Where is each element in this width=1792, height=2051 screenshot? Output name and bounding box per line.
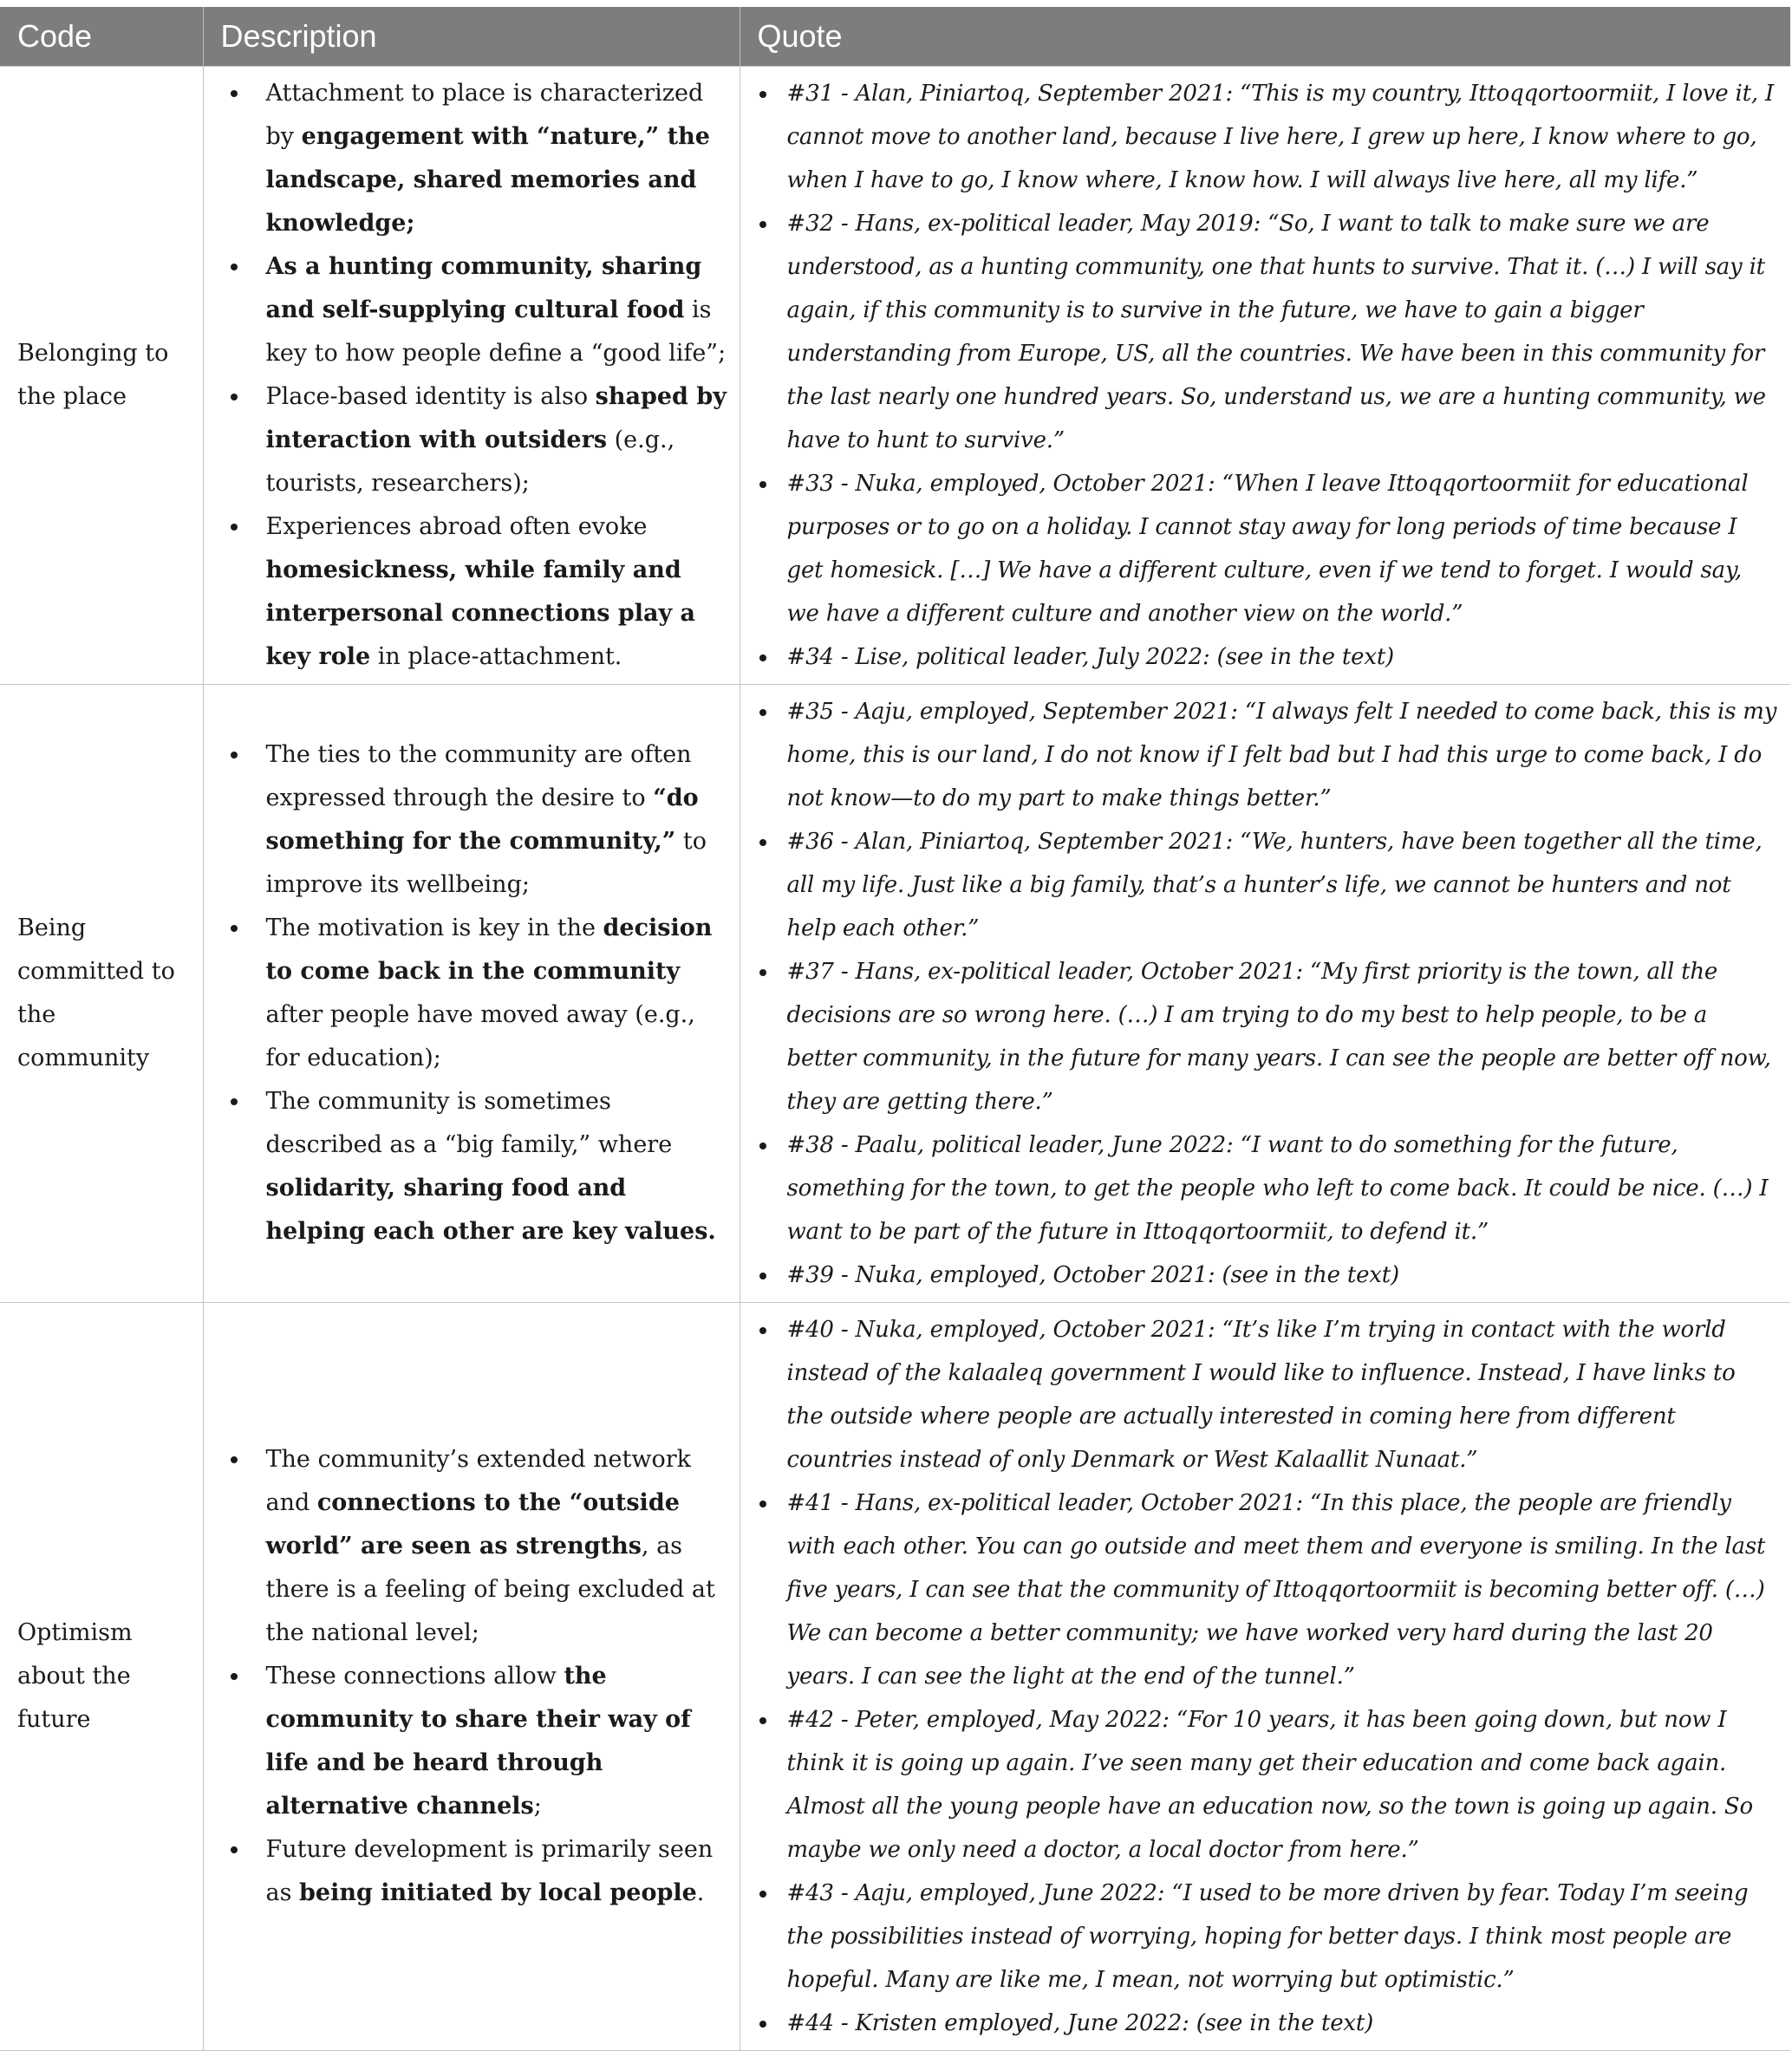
description-item [251,72,731,245]
themes-table [0,7,1790,2051]
bold-text: connections to the “outside world” are seen as strengths [265,1489,680,1559]
code-cell: Optimism about the future [0,1303,203,2051]
description-cell [203,1303,740,2051]
quote-item: • #36 - Alan, Piniartoq, September 2021: “We, hunters, have been together all the time, all my life. Just like a big family, that’s a hunter’s life, we cannot be hunters and not help each other.” [779,820,1779,950]
header-code: Code [0,7,203,67]
description-item [251,1655,731,1828]
quote-item: • #31 - Alan, Piniartoq, September 2021: “This is my country, Ittoqqortoormiit, I love it, I cannot move to another land, because I live here, I grew up here, I know where to go, when I have to go, I know where, I know how. I will always live here, all my life.” [779,72,1779,202]
quote-item: • #33 - Nuka, employed, October 2021: “When I leave Ittoqqortoormiit for educational purposes or to go on a holiday. I cannot stay away for long periods of time because I get homesick. […] We have a different culture, even if we tend to forget. I would say, we have a different culture and another view on the world.” [779,462,1779,635]
quote-item: • #39 - Nuka, employed, October 2021: (see in the text) [779,1253,1779,1297]
text-run: . [696,1879,705,1906]
text-run: Experiences abroad often evoke [265,513,648,540]
quote-item: • #34 - Lise, political leader, July 2022: (see in the text) [779,635,1779,679]
description-list [221,733,731,1253]
quote-item: • #44 - Kristen employed, June 2022: (see in the text) [779,2002,1779,2045]
header-quote: Quote [740,7,1790,67]
quote-cell [740,67,1790,685]
bold-text: homesickness, while family and interpersonal connections play a key role [265,557,696,670]
text-run: The motivation is key in the [265,915,603,941]
table-row [0,685,1790,1303]
text-run: These connections allow [265,1663,564,1690]
text-run: (e.g., tourists, researchers); [265,426,675,497]
text-run: The community is sometimes described as a “big family,” where [265,1088,673,1158]
code-cell: Belonging to the place [0,67,203,685]
bold-text: engagement with “nature,” the landscape, shared memories and knowledge; [265,123,710,237]
text-run: The ties to the community are often expressed through the desire to [265,741,692,811]
description-item [251,1080,731,1253]
header-description: Description [203,7,740,67]
bold-text: decision to come back in the community [265,915,713,985]
quote-item: • #35 - Aaju, employed, September 2021: “I always felt I needed to come back, this is my home, this is our land, I do not know if I felt bad but I had this urge to come back, I do not know—to do my part to make things better.” [779,690,1779,820]
text-run: The community’s extended network and [265,1446,691,1516]
description-item [251,733,731,907]
description-item [251,245,731,375]
text-run: ; [533,1793,542,1820]
code-cell: Being committed to the community [0,685,203,1303]
text-run: , as there is a feeling of being excluded at the national level; [265,1533,715,1646]
description-item [251,907,731,1080]
quote-cell [740,1303,1790,2051]
quote-item: • #41 - Hans, ex-political leader, October 2021: “In this place, the people are friendly with each other. You can go outside and meet them and everyone is smiling. In the last five years, I can see that the community of Ittoqqortoormiit is becoming better off. (…) We can become a better community; we have worked very hard during the last 20 years. I can see the light at the end of the tunnel.” [779,1481,1779,1698]
text-run: to improve its wellbeing; [265,828,707,898]
table-row [0,1303,1790,2051]
description-item [251,1828,731,1915]
text-run: Place-based identity is also [265,383,596,410]
quote-cell [740,685,1790,1303]
description-item [251,1438,731,1655]
description-cell [203,67,740,685]
bold-text: the community to share their way of life and be heard through alternative channels [265,1663,691,1820]
quote-item: • #37 - Hans, ex-political leader, October 2021: “My first priority is the town, all the decisions are so wrong here. (…) I am trying to do my best to help people, to be a better community, in the future for many years. I can see the people are better off now, they are getting there.” [779,950,1779,1123]
text-run: Future development is primarily seen as [265,1836,714,1906]
quote-list [749,690,1779,1297]
text-run: after people have moved away (e.g., for education); [265,1001,695,1071]
description-item [251,375,731,505]
description-item [251,505,731,679]
text-run: is key to how people define a “good life”; [265,296,727,367]
header-row [0,7,1790,67]
table-row [0,67,1790,685]
quote-item: • #40 - Nuka, employed, October 2021: “It’s like I’m trying in contact with the world instead of the kalaaleq government I would like to influence. Instead, I have links to the outside where people are actually interested in coming here from different countries instead of only Denmark or West Kalaallit Nunaat.” [779,1308,1779,1481]
bold-text: being initiated by local people [299,1879,697,1906]
description-cell [203,685,740,1303]
description-list [221,72,731,679]
quote-list [749,72,1779,679]
quote-item: • #32 - Hans, ex-political leader, May 2019: “So, I want to talk to make sure we are understood, as a hunting community, one that hunts to survive. That it. (…) I will say it again, if this community is to survive in the future, we have to gain a bigger understanding from Europe, US, all the countries. We have been in this community for the last nearly one hundred years. So, understand us, we are a hunting community, we have to hunt to survive.” [779,202,1779,462]
quote-list [749,1308,1779,2045]
text-run: in place-attachment. [370,643,622,670]
bold-text: shaped by interaction with outsiders [265,383,727,453]
quote-item: • #38 - Paalu, political leader, June 2022: “I want to do something for the future, something for the town, to get the people who left to come back. It could be nice. (…) I want to be part of the future in Ittoqqortoormiit, to defend it.” [779,1123,1779,1253]
text-run: Attachment to place is characterized by [265,80,704,150]
quote-item: • #42 - Peter, employed, May 2022: “For 10 years, it has been going down, but now I think it is going up again. I’ve seen many get their education and come back again. Almost all the young people have an education now, so the town is going up again. So maybe we only need a doctor, a local doctor from here.” [779,1698,1779,1872]
bold-text: solidarity, sharing food and helping each other are key values. [265,1175,716,1245]
bold-text: “do something for the community,” [265,785,699,855]
description-list [221,1438,731,1915]
quote-item: • #43 - Aaju, employed, June 2022: “I used to be more driven by fear. Today I’m seeing the possibilities instead of worrying, hoping for better days. I think most people are hopeful. Many are like me, I mean, not worrying but optimistic.” [779,1872,1779,2002]
bold-text: As a hunting community, sharing and self-supplying cultural food [265,253,702,323]
